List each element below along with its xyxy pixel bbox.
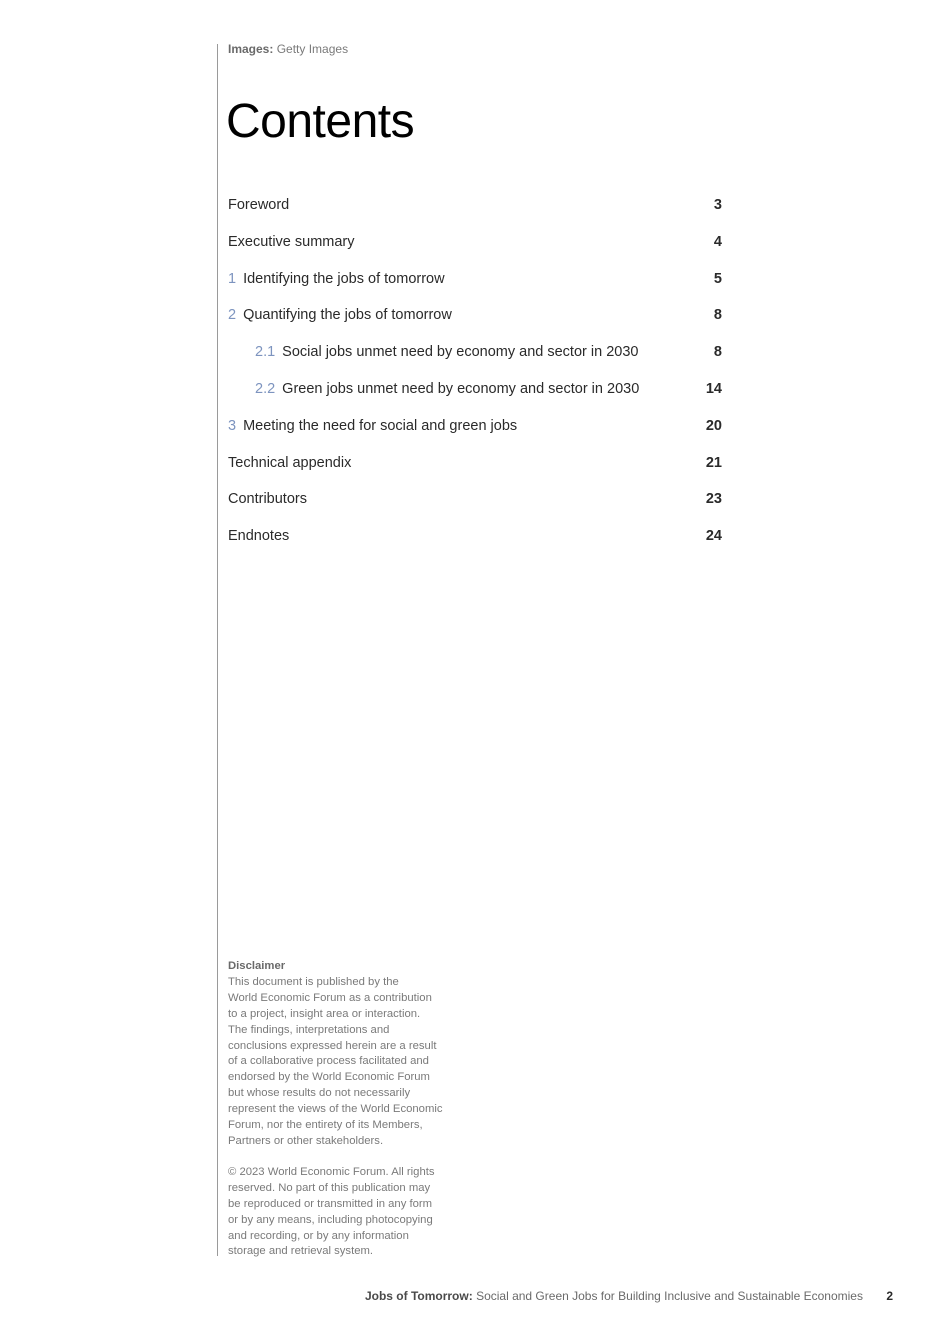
toc-entry-number: 1 — [228, 270, 237, 287]
toc-entry-number: 2.2 — [255, 380, 276, 397]
disclaimer-line: endorsed by the World Economic Forum — [228, 1071, 430, 1084]
toc-entry-page: 3 — [713, 197, 722, 213]
toc-entry-page: 5 — [713, 270, 722, 287]
disclaimer-line: This document is published by the — [228, 975, 399, 988]
toc-entry-label: Quantifying the jobs of tomorrow — [243, 307, 452, 324]
table-of-contents — [228, 193, 722, 561]
toc-entry[interactable] — [228, 524, 722, 561]
footer-report-subtitle: Social and Green Jobs for Building Inclusive and Sustainable Economies — [476, 1289, 863, 1303]
disclaimer-line: World Economic Forum as a contribution — [228, 991, 432, 1004]
disclaimer-line: represent the views of the World Economic — [228, 1103, 443, 1116]
image-credit-label: Images: — [228, 42, 274, 56]
disclaimer-spacer — [228, 1150, 460, 1165]
copyright-line: © 2023 World Economic Forum. All rights — [228, 1165, 435, 1178]
copyright-line: or by any means, including photocopying — [228, 1213, 433, 1226]
toc-entry-label: Endnotes — [228, 528, 290, 545]
disclaimer-line: conclusions expressed herein are a result — [228, 1039, 437, 1052]
toc-entry[interactable] — [228, 487, 722, 524]
toc-entry-label: Identifying the jobs of tomorrow — [243, 270, 445, 287]
copyright-line: and recording, or by any information — [228, 1229, 409, 1242]
toc-entry[interactable] — [228, 377, 722, 414]
copyright-notice — [228, 1165, 460, 1260]
toc-entry[interactable] — [228, 230, 722, 267]
image-credit — [228, 42, 348, 56]
disclaimer-heading: Disclaimer — [228, 960, 286, 972]
footer-page-number: 2 — [886, 1289, 893, 1303]
disclaimer-line: The findings, interpretations and — [228, 1023, 390, 1036]
disclaimer — [228, 959, 460, 1260]
disclaimer-line: of a collaborative process facilitated and — [228, 1055, 429, 1068]
toc-entry-label: Technical appendix — [228, 454, 352, 471]
footer-report-title: Jobs of Tomorrow: — [364, 1289, 473, 1303]
toc-entry-label: Contributors — [228, 491, 307, 508]
toc-entry-number: 2.1 — [255, 344, 276, 361]
toc-entry-label: Meeting the need for social and green jobs — [243, 417, 518, 434]
toc-entry[interactable] — [228, 193, 722, 230]
copyright-line: reserved. No part of this publication may — [228, 1181, 431, 1194]
toc-entry-page: 21 — [705, 454, 722, 471]
toc-entry[interactable] — [228, 414, 722, 451]
toc-entry-page: 20 — [705, 417, 722, 434]
page-footer — [365, 1289, 893, 1303]
disclaimer-line: Forum, nor the entirety of its Members, — [228, 1119, 423, 1132]
toc-entry-page: 14 — [705, 380, 722, 397]
toc-entry[interactable] — [228, 451, 722, 488]
image-credit-value: Getty Images — [276, 42, 349, 56]
toc-entry-page: 24 — [705, 528, 722, 545]
toc-entry-page: 8 — [713, 344, 722, 361]
toc-entry[interactable] — [228, 340, 722, 377]
disclaimer-line: Partners or other stakeholders. — [228, 1134, 384, 1147]
toc-entry-page: 23 — [705, 491, 722, 508]
disclaimer-body — [228, 975, 460, 1150]
toc-entry-label: Executive summary — [228, 233, 355, 250]
toc-entry-label: Foreword — [228, 197, 290, 213]
margin-rule — [217, 44, 218, 1256]
disclaimer-line: but whose results do not necessarily — [228, 1087, 411, 1100]
toc-entry-number: 2 — [228, 307, 237, 324]
toc-entry-label: Green jobs unmet need by economy and sector in 2030 — [282, 380, 640, 397]
toc-entry[interactable] — [228, 267, 722, 304]
toc-entry[interactable] — [228, 303, 722, 340]
copyright-line: storage and retrieval system. — [228, 1245, 374, 1258]
disclaimer-line: to a project, insight area or interaction. — [228, 1007, 421, 1020]
copyright-line: be reproduced or transmitted in any form — [228, 1197, 433, 1210]
toc-entry-number: 3 — [228, 417, 237, 434]
toc-entry-page: 4 — [713, 233, 722, 250]
toc-entry-page: 8 — [713, 307, 722, 324]
toc-entry-label: Social jobs unmet need by economy and sector in 2030 — [282, 344, 639, 361]
page-title: Contents — [226, 95, 415, 148]
